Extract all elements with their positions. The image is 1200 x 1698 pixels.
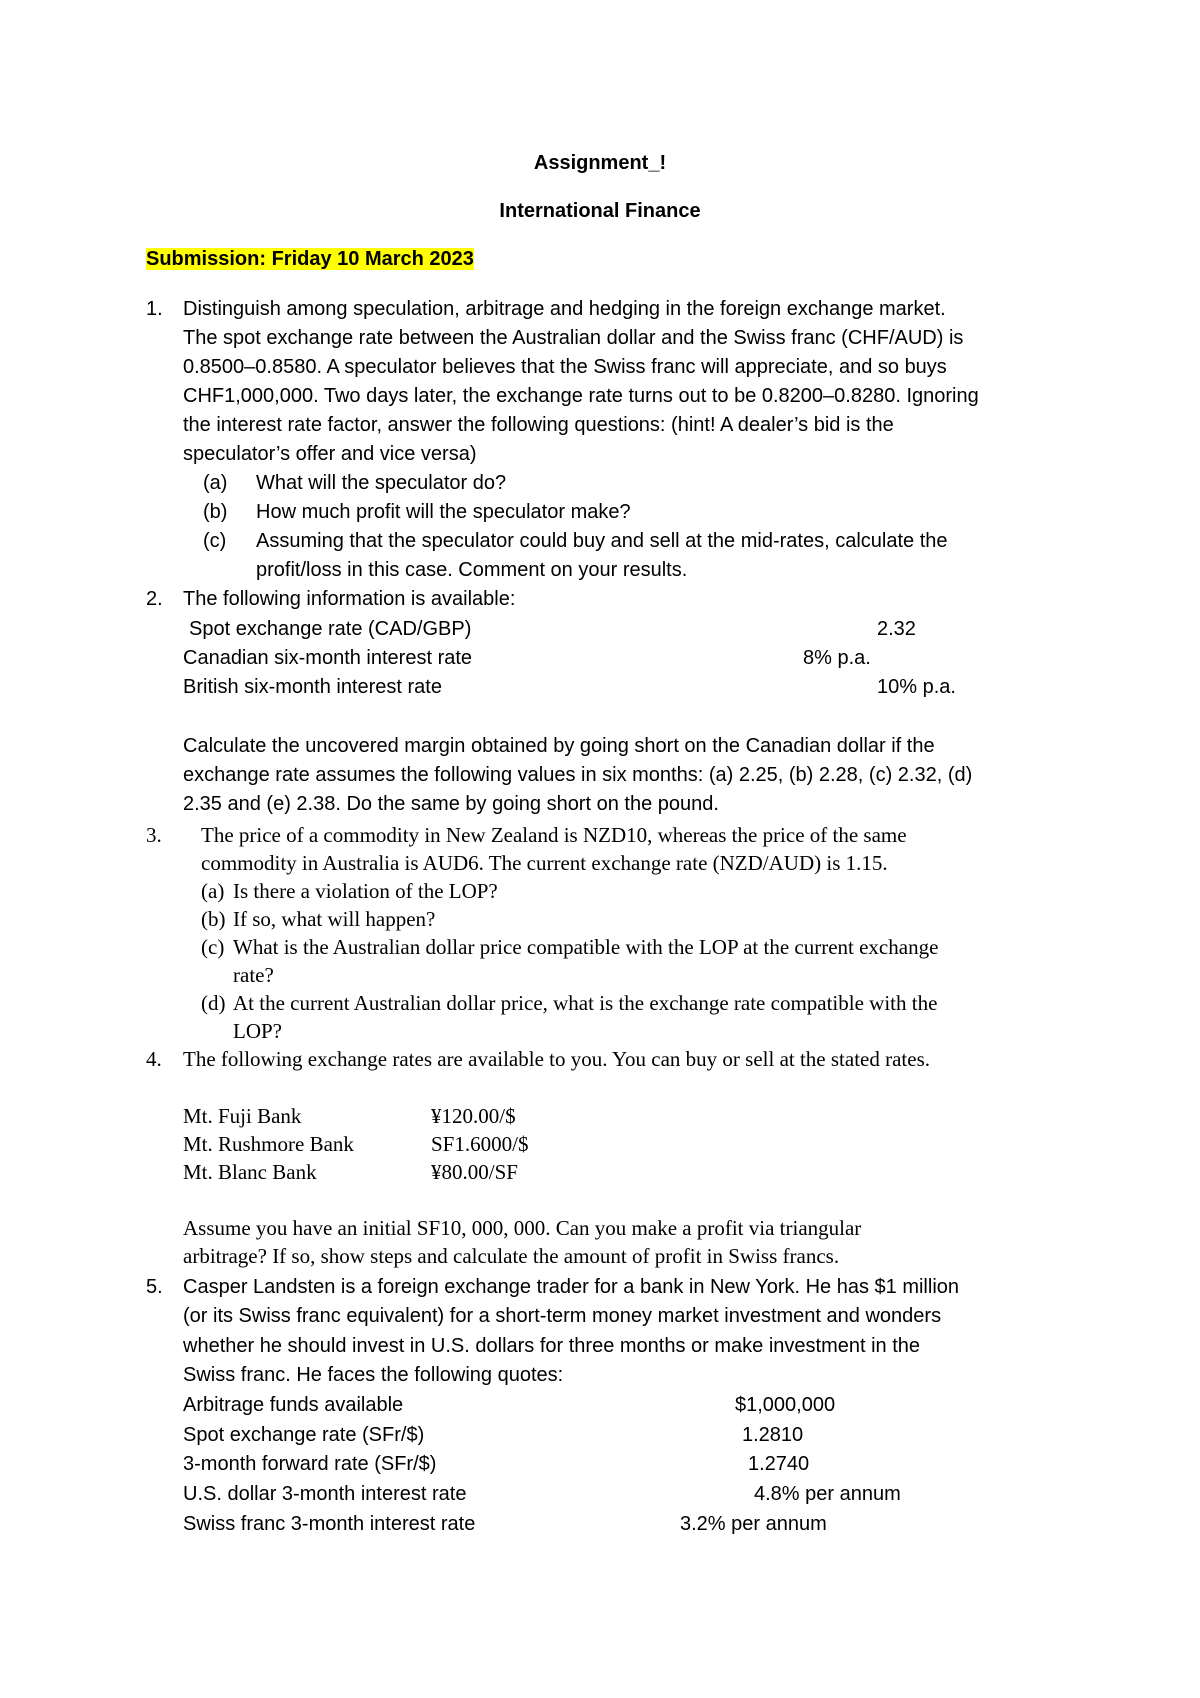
q1-part-label: (c) [203, 530, 227, 552]
q2-line: Calculate the uncovered margin obtained by going short on the Canadian dollar if the [183, 735, 935, 757]
q4-bank-rate: ¥80.00/SF [431, 1160, 518, 1184]
q5-row-value: 4.8% per annum [754, 1483, 901, 1505]
q1-number: 1. [146, 298, 163, 320]
q5-line: Casper Landsten is a foreign exchange trader for a bank in New York. He has $1 million [183, 1276, 960, 1298]
q5-row-label: Arbitrage funds available [183, 1394, 404, 1416]
q4-bank-rate: SF1.6000/$ [431, 1132, 529, 1156]
course-title: International Finance [499, 200, 701, 222]
assignment-title: Assignment_! [533, 152, 667, 174]
q1-part-label: (a) [203, 472, 228, 494]
q3-number: 3. [146, 823, 162, 847]
q5-number: 5. [146, 1276, 163, 1298]
q2-number: 2. [146, 588, 163, 610]
q3-line: commodity in Australia is AUD6. The current exchange rate (NZD/AUD) is 1.15. [201, 851, 888, 875]
q5-row-label: 3-month forward rate (SFr/$) [183, 1453, 437, 1475]
q3-part-text: LOP? [233, 1019, 282, 1043]
q3-part-text: If so, what will happen? [233, 907, 436, 931]
q2-row-label: Spot exchange rate (CAD/GBP) [189, 618, 472, 640]
q1-line: CHF1,000,000. Two days later, the exchange rate turns out to be 0.8200–0.8280. Ignoring [183, 385, 979, 407]
q1-part-text: profit/loss in this case. Comment on your results. [256, 559, 688, 581]
q5-row-label: U.S. dollar 3-month interest rate [183, 1483, 467, 1505]
q1-line: The spot exchange rate between the Australian dollar and the Swiss franc (CHF/AUD) is [183, 327, 964, 349]
q1-part-text: What will the speculator do? [256, 472, 507, 494]
q4-intro: The following exchange rates are available to you. You can buy or sell at the stated rates. [183, 1047, 931, 1071]
q5-row-value: 3.2% per annum [680, 1513, 827, 1535]
q4-line: arbitrage? If so, show steps and calculate the amount of profit in Swiss francs. [183, 1244, 840, 1268]
q1-part-text: How much profit will the speculator make? [256, 501, 631, 523]
q3-part-text: Is there a violation of the LOP? [233, 879, 498, 903]
q2-row-label: Canadian six-month interest rate [183, 647, 473, 669]
q5-row-label: Swiss franc 3-month interest rate [183, 1513, 476, 1535]
q4-bank-name: Mt. Fuji Bank [183, 1104, 302, 1128]
q3-part-text: rate? [233, 963, 274, 987]
q4-bank-name: Mt. Rushmore Bank [183, 1132, 354, 1156]
q1-line: 0.8500–0.8580. A speculator believes that the Swiss franc will appreciate, and so buys [183, 356, 947, 378]
submission-highlight: Submission: Friday 10 March 2023 [146, 248, 474, 270]
q1-part-label: (b) [203, 501, 228, 523]
q3-line: The price of a commodity in New Zealand is NZD10, whereas the price of the same [201, 823, 907, 847]
q1-part-text: Assuming that the speculator could buy and sell at the mid-rates, calculate the [256, 530, 948, 552]
q5-line: Swiss franc. He faces the following quotes: [183, 1364, 564, 1386]
q5-row-value: 1.2740 [748, 1453, 810, 1475]
q1-line: the interest rate factor, answer the following questions: (hint! A dealer’s bid is the [183, 414, 894, 436]
q1-line: Distinguish among speculation, arbitrage and hedging in the foreign exchange market. [183, 298, 946, 320]
q5-row-label: Spot exchange rate (SFr/$) [183, 1424, 425, 1446]
q3-part-label: (d) [201, 991, 226, 1015]
q2-row-value: 10% p.a. [877, 676, 956, 698]
q5-line: (or its Swiss franc equivalent) for a short-term money market investment and wonders [183, 1305, 942, 1327]
q2-row-label: British six-month interest rate [183, 676, 442, 698]
q4-bank-name: Mt. Blanc Bank [183, 1160, 317, 1184]
q2-line: 2.35 and (e) 2.38. Do the same by going short on the pound. [183, 793, 719, 815]
q5-row-value: 1.2810 [742, 1424, 804, 1446]
q3-part-label: (c) [201, 935, 225, 959]
q4-line: Assume you have an initial SF10, 000, 000. Can you make a profit via triangular [183, 1216, 862, 1240]
q3-part-text: What is the Australian dollar price compatible with the LOP at the current exchange [233, 935, 939, 959]
q4-number: 4. [146, 1047, 162, 1071]
q2-line: exchange rate assumes the following values in six months: (a) 2.25, (b) 2.28, (c) 2.32, (d) [183, 764, 973, 786]
submission-date [146, 248, 474, 271]
q1-line: speculator’s offer and vice versa) [183, 443, 477, 465]
q5-row-value: $1,000,000 [735, 1394, 836, 1416]
q3-part-label: (b) [201, 907, 226, 931]
q2-intro: The following information is available: [183, 588, 516, 610]
q3-part-text: At the current Australian dollar price, what is the exchange rate compatible with the [233, 991, 938, 1015]
q4-bank-rate: ¥120.00/$ [431, 1104, 516, 1128]
q2-row-value: 2.32 [877, 618, 916, 640]
q3-part-label: (a) [201, 879, 225, 903]
q2-row-value: 8% p.a. [803, 647, 871, 669]
q5-line: whether he should invest in U.S. dollars for three months or make investment in the [183, 1335, 921, 1357]
